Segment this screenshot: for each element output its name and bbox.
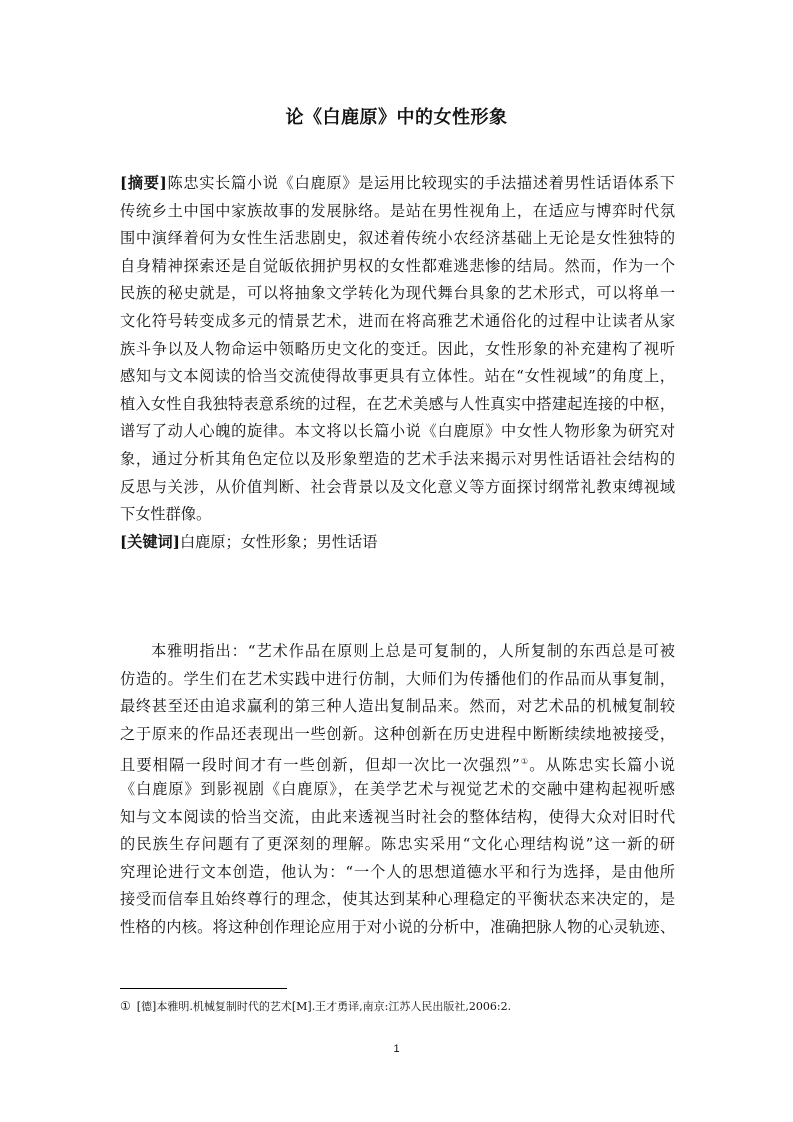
abstract-line: 民族的秘史就是，可以将抽象文学转化为现代舞台具象的艺术形式，可以将单一 [120,284,675,303]
abstract-label: [摘要] [120,174,167,192]
keywords-text: 白鹿原；女性形象；男性话语 [179,532,378,551]
body-line: 最终甚至还由追求赢利的第三种人造出复制品来。然而，对艺术品的机械复制较 [120,697,675,716]
footnote-text: [德]本雅明.机械复制时代的艺术[M].王才勇译,南京:江苏人民出版社,2006:2. [136,1000,512,1013]
paper-title: 论《白鹿原》中的女性形象 [285,107,508,128]
abstract-line: 族斗争以及人物命运中领略历史文化的变迁。因此，女性形象的补充建构了视听 [120,339,675,358]
abstract-line: 谱写了动人心魄的旋律。本文将以长篇小说《白鹿原》中女性人物形象为研究对 [120,422,675,441]
keywords-line [120,529,675,557]
abstract-block [120,170,675,556]
footnote-mark: ① [120,999,131,1013]
body-line: 的民族生存问题有了更深刻的理解。陈忠实采用“文化心理结构说”这一新的研 [120,835,675,854]
body-line: 接受而信奉且始终尊行的理念，使其达到某种心理稳定的平衡状态来决定的，是 [120,890,675,909]
abstract-line: 自身精神探索还是自觉皈依拥护男权的女性都难逃悲惨的结局。然而，作为一个 [120,256,675,275]
abstract-line: 感知与文本阅读的恰当交流使得故事更具有立体性。站在“女性视域”的角度上， [120,367,675,386]
body-line: 究理论进行文本创造，他认为：“一个人的思想道德水平和行为选择，是由他所 [120,862,675,881]
abstract-line: 下女性群像。 [120,505,212,524]
body-line [120,748,675,776]
body-line: 《白鹿原》到影视剧《白鹿原》，在美学艺术与视觉艺术的交融中建构起视听感 [120,779,675,798]
page-number: 1 [393,1043,400,1055]
abstract-line: 象，通过分析其角色定位以及形象塑造的艺术手法来揭示对男性话语社会结构的 [120,449,675,468]
abstract-line: 传统乡土中国中家族故事的发展脉络。是站在男性视角上，在适应与博弈时代氛 [120,201,675,220]
abstract-line: 文化符号转变成多元的情景艺术，进而在将高雅艺术通俗化的过程中让读者从家 [120,311,675,330]
body-line: 本雅明指出：“艺术作品在原则上总是可复制的，人所复制的东西总是可被 [151,642,675,660]
abstract-line: 植入女性自我独特表意系统的过程，在艺术美感与人性真实中搭建起连接的中枢， [120,394,675,413]
keywords-label: [关键词] [120,532,180,551]
body-line: 仿造的。学生们在艺术实践中进行仿制，大师们为传播他们的作品而从事复制， [120,669,675,688]
body-line: 知与文本阅读的恰当交流，由此来透视当时社会的整体结构，使得大众对旧时代 [120,807,675,826]
footnote-reference[interactable]: ① [519,757,530,767]
abstract-line-text: 陈忠实长篇小说《白鹿原》是运用比较现实的手法描述着男性话语体系下 [166,174,675,192]
body-line-text: 且要相隔一段时间才有一些创新，但却一次比一次强烈” [120,756,520,775]
abstract-line [120,170,675,198]
body-line: 之于原来的作品还表现出一些创新。这种创新在历史进程中断断续续地被接受， [120,724,675,743]
footnote [120,998,511,1014]
body-block [120,638,675,942]
abstract-line: 反思与关涉，从价值判断、社会背景以及文化意义等方面探讨纲常礼教束缚视域 [120,477,675,496]
body-line-tail: 。从陈忠实长篇小说 [529,756,675,775]
abstract-line: 围中演绎着何为女性生活悲剧史，叙述着传统小农经济基础上无论是女性独特的 [120,229,675,248]
body-line: 性格的内核。将这种创作理论应用于对小说的分析中，准确把脉人物的心灵轨迹、 [120,917,675,936]
footnote-divider [120,988,287,989]
